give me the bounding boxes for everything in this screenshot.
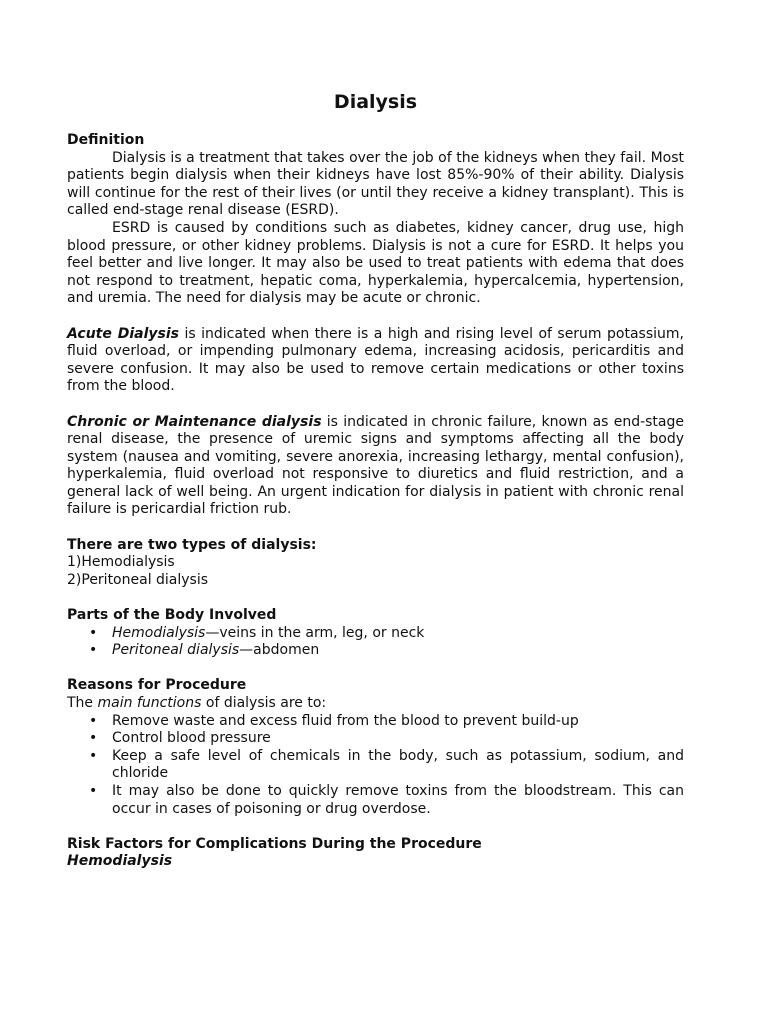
bullet-icon: • xyxy=(89,730,98,747)
parts-text: —abdomen xyxy=(239,642,320,659)
page-title: Dialysis xyxy=(333,91,418,113)
definition-paragraph-2: ESRD is caused by conditions such as diabetes, kidney cancer, drug use, high blood pressure, or other kidney problems. Dialysis is not a cure for ESRD. It helps you feel better and live longer. It may also be used to treat patients with edema that does not respond to treatment, hepatic coma, hyperkalemia, hypercalcemia, hypertension, and uremia. The need for dialysis may be acute or chronic. xyxy=(67,219,684,307)
bullet-icon: • xyxy=(89,624,98,641)
bullet-icon: • xyxy=(89,642,98,659)
types-item-peritoneal: 2)Peritoneal dialysis xyxy=(67,571,209,588)
list-item xyxy=(67,748,684,783)
acute-dialysis-term: Acute Dialysis xyxy=(67,325,180,342)
risk-subheading: Hemodialysis xyxy=(67,853,173,870)
chronic-dialysis-paragraph xyxy=(67,414,684,520)
bullet-icon: • xyxy=(89,782,98,799)
list-item xyxy=(67,625,684,643)
types-heading: There are two types of dialysis: xyxy=(67,536,317,553)
parts-heading: Parts of the Body Involved xyxy=(67,607,277,624)
reasons-intro xyxy=(67,695,684,713)
list-item xyxy=(67,642,684,660)
list-item xyxy=(67,783,684,818)
bullet-icon: • xyxy=(89,712,98,729)
parts-term: Peritoneal dialysis xyxy=(112,642,240,659)
reasons-intro-emphasis: main functions xyxy=(97,695,202,711)
chronic-dialysis-term: Chronic or Maintenance dialysis xyxy=(67,413,322,430)
reasons-intro-pre: The xyxy=(67,695,98,711)
reason-text: Keep a safe level of chemicals in the body, such as potassium, sodium, and chloride xyxy=(112,747,684,782)
reason-text: It may also be done to quickly remove toxins from the bloodstream. This can occur in cases of poisoning or drug overdose. xyxy=(112,782,684,817)
parts-term: Hemodialysis xyxy=(112,624,206,641)
reasons-list xyxy=(67,713,684,819)
types-item-hemodialysis: 1)Hemodialysis xyxy=(67,554,175,571)
parts-text: —veins in the arm, leg, or neck xyxy=(205,624,425,641)
reason-text: Control blood pressure xyxy=(112,730,271,747)
list-item xyxy=(67,730,684,748)
acute-dialysis-paragraph xyxy=(67,326,684,396)
acute-dialysis-text: is indicated when there is a high and rising level of serum potassium, fluid overload, or impending pulmonary edema, increasing acidosis, pericarditis and severe confusion. It may also be used to remove certain medications or other toxins from the blood. xyxy=(67,325,684,395)
chronic-dialysis-text: is indicated in chronic failure, known as end-stage renal disease, the presence of uremic signs and symptoms affecting all the body system (nausea and vomiting, severe anorexia, increasing lethargy, mental confusion), hyperkalemia, fluid overload not responsive to diuretics and fluid restriction, and a general lack of well being. An urgent indication for dialysis in patient with chronic renal failure is pericardial friction rub. xyxy=(67,413,684,518)
risk-heading: Risk Factors for Complications During the Procedure xyxy=(67,835,482,852)
reasons-intro-post: of dialysis are to: xyxy=(201,695,327,711)
parts-list xyxy=(67,625,684,660)
definition-heading: Definition xyxy=(67,132,145,148)
document-page xyxy=(67,88,684,871)
definition-paragraph-1: Dialysis is a treatment that takes over the job of the kidneys when they fail. Most patients begin dialysis when their kidneys have lost 85%-90% of their ability. Dialysis will continue for the rest of their lives (or until they receive a kidney transplant). This is called end-stage renal disease (ESRD). xyxy=(67,149,684,219)
reasons-heading: Reasons for Procedure xyxy=(67,677,247,694)
reason-text: Remove waste and excess fluid from the blood to prevent build-up xyxy=(112,712,579,729)
bullet-icon: • xyxy=(89,747,98,764)
list-item xyxy=(67,713,684,731)
